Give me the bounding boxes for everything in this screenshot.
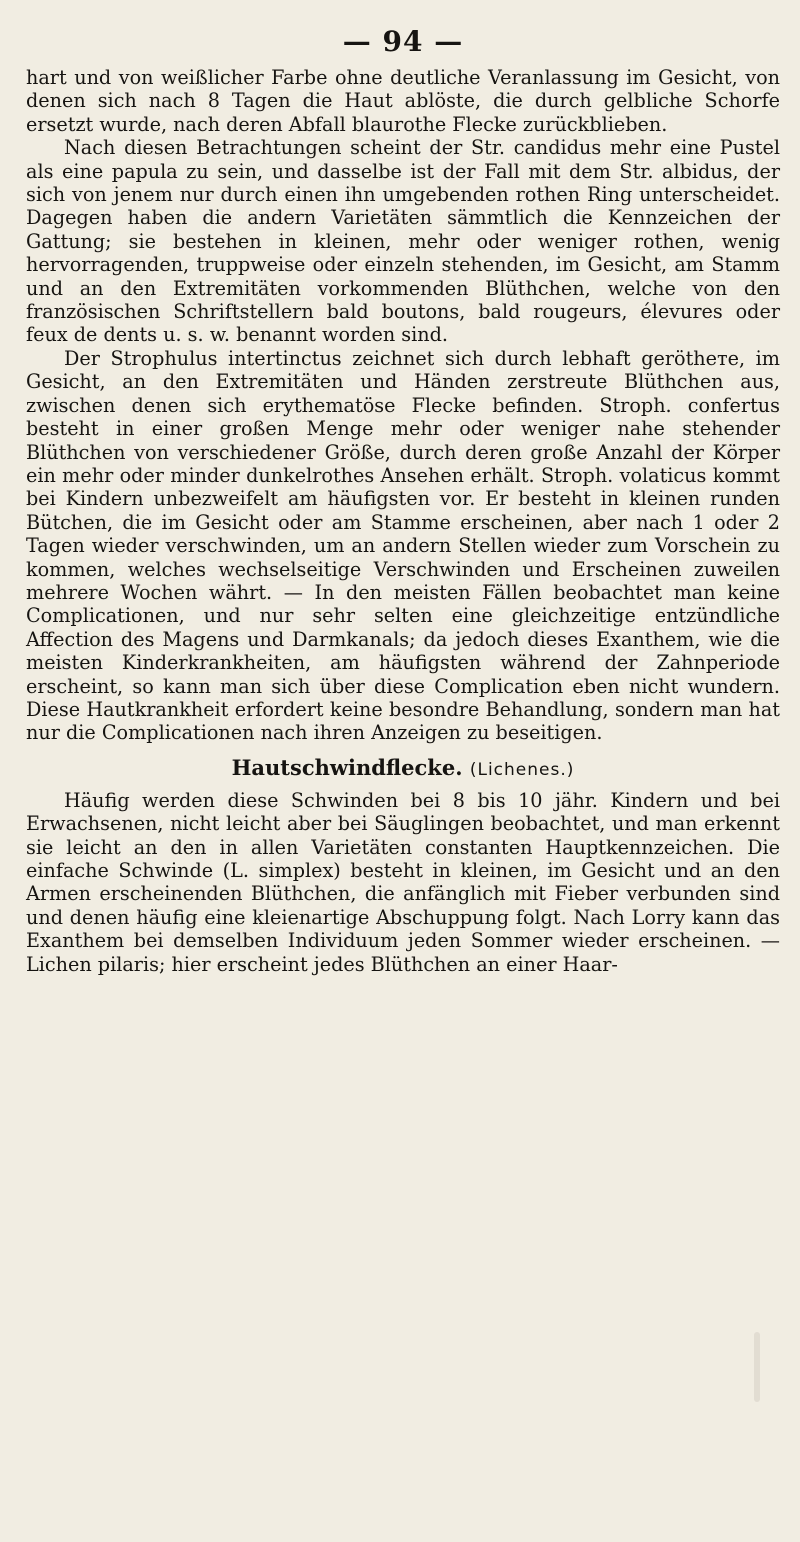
paragraph-strophulus-intertinctus: Der Strophulus intertinctus zeichnet sich durch lebhaft gerötheте, im Gesicht, an den Extremitäten und Händen zerstreute Blüthchen aus, zwischen denen sich erythematöse Flecke befinden. Stroph. confertus besteht in einer großen Menge mehr oder weniger nahe stehender Blüthchen von verschiedener Größe, durch deren große Anzahl der Körper ein mehr oder minder dunkelrothes Ansehen erhält. Stroph. volaticus kommt bei Kindern unbezweifelt am häufigsten vor. Er besteht in kleinen runden Bütchen, die im Gesicht oder am Stamme erscheinen, aber nach 1 oder 2 Tagen wieder verschwinden, um an andern Stellen wieder zum Vorschein zu kommen, welches wechselseitige Verschwinden und Erscheinen zuweilen mehrere Wochen währt. — In den meisten Fällen beobachtet man keine Complicationen, und nur sehr selten eine gleichzeitige entzündliche Affection des Magens und Darmkanals; da jedoch dieses Exanthem, wie die meisten Kinderkrankheiten, am häufigsten während der Zahnperiode erscheint, so kann man sich über diese Complication eben nicht wundern. Diese Hautkrankheit erfordert keine besondre Behandlung, sondern man hat nur die Complicationen nach ihren Anzeigen zu beseitigen. [26,346,780,745]
section-heading-latin: (Lichenes.) [469,759,575,780]
section-heading [26,753,780,785]
paragraph-continuation: hart und von weißlicher Farbe ohne deutliche Veranlassung im Gesicht, von denen sich nach 8 Tagen die Haut ablöste, die durch gelbliche Schorfe ersetzt wurde, nach deren Abfall blaurothe Flecke zurückblieben. [26,66,780,136]
paper-stain [754,1332,760,1402]
section-heading-title: Hautschwindflecke. [231,754,463,780]
body-text [26,66,780,976]
page-number: — 94 — [342,25,464,58]
paragraph-strophulus-varieties: Nach diesen Betrachtungen scheint der Str. candidus mehr eine Pustel als eine papula zu sein, und dasselbe ist der Fall mit dem Str. albidus, der sich von jenem nur durch einen ihn umgebenden rothen Ring unterscheidet. Dagegen haben die andern Varietäten sämmtlich die Kennzeichen der Gattung; sie bestehen in kleinen, mehr oder weniger rothen, wenig hervorragenden, truppweise oder einzeln stehenden, im Gesicht, am Stamm und an den Extremitäten vorkommenden Blüthchen, welche von den französischen Schriftstellern bald boutons, bald rougeurs, élevures oder feux de dents u. s. w. benannt worden sind. [26,136,780,347]
paragraph-lichenes: Häufig werden diese Schwinden bei 8 bis 10 jähr. Kindern und bei Erwachsenen, nicht leicht aber bei Säuglingen beobachtet, und man erkennt sie leicht an den in allen Varietäten constanten Hauptkennzeichen. Die einfache Schwinde (L. simplex) besteht in kleinen, im Gesicht und an den Armen erscheinenden Blüthchen, die anfänglich mit Fieber verbunden sind und denen häufig eine kleienartige Abschuppung folgt. Nach Lorry kann das Exanthem bei demselben Individuum jeden Sommer wieder erscheinen. — Lichen pilaris; hier erscheint jedes Blüthchen an einer Haar- [26,788,780,976]
